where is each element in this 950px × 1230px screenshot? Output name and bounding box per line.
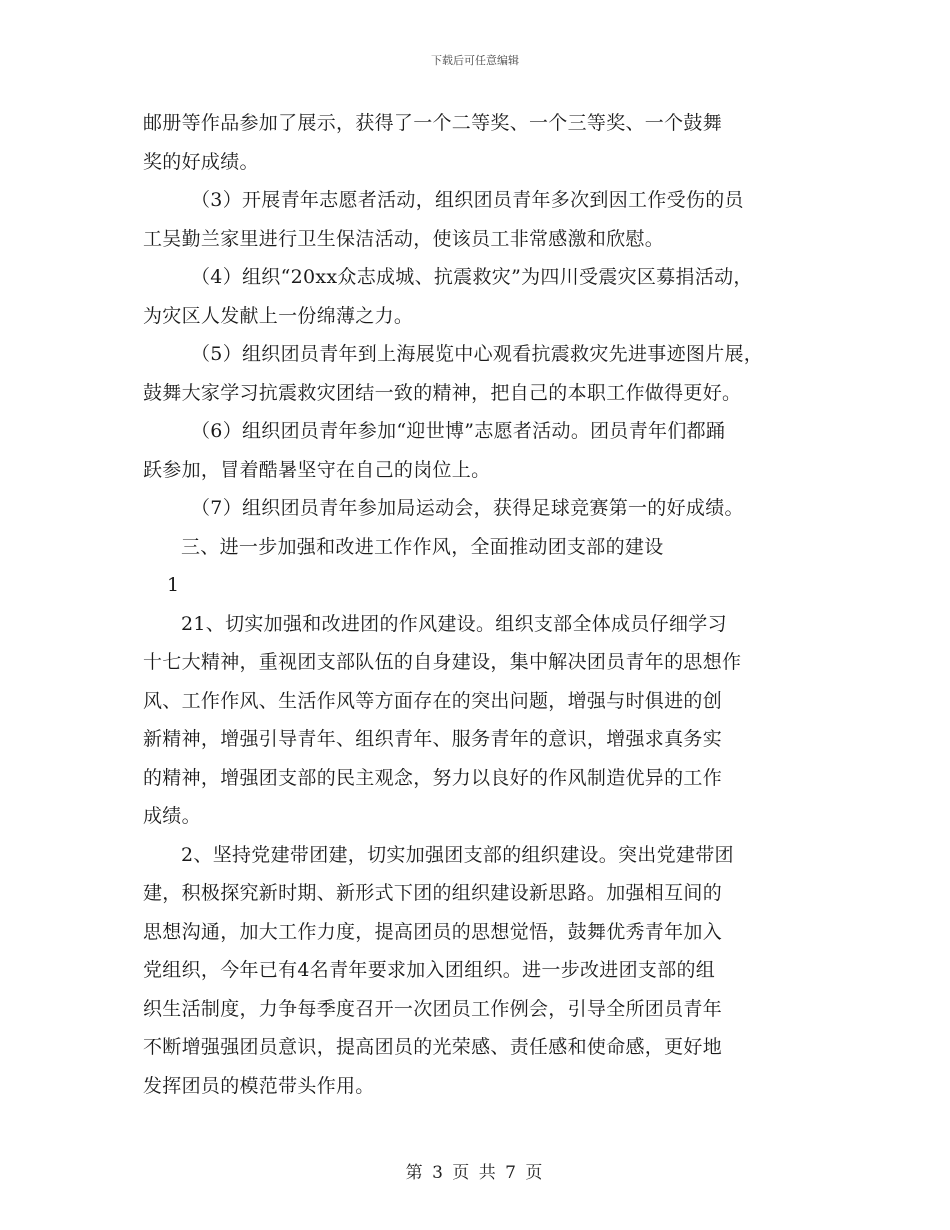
text-line: 建，积极探究新时期、新形式下团的组织建设新思路。加强相互间的 bbox=[143, 882, 723, 904]
text-line: 发挥团员的模范带头作用。 bbox=[143, 1074, 375, 1097]
text-line: 跃参加，冒着酷暑坚守在自己的岗位上。 bbox=[143, 458, 491, 481]
text-line: 工吴勤兰家里进行卫生保洁活动，使该员工非常感激和欣慰。 bbox=[143, 227, 665, 250]
text-line: 奖的好成绩。 bbox=[143, 150, 259, 173]
section-heading: 三、进一步加强和改进工作作风，全面推动团支部的建设 bbox=[181, 535, 664, 558]
text-line: （5）组织团员青年到上海展览中心观看抗震救灾先进事迹图片展， bbox=[191, 343, 764, 365]
text-line: 不断增强强团员意识，提高团员的光荣感、责任感和使命感，更好地 bbox=[143, 1036, 723, 1058]
text-line: 邮册等作品参加了展示，获得了一个二等奖、一个三等奖、一个鼓舞 bbox=[143, 112, 723, 134]
document-body bbox=[143, 104, 833, 1105]
text-line: 21、切实加强和改进团的作风建设。组织支部全体成员仔细学习 bbox=[181, 612, 727, 635]
text-line: 成绩。 bbox=[143, 805, 201, 827]
text-line: 2、坚持党建带团建，切实加强团支部的组织建设。突出党建带团 bbox=[181, 843, 734, 866]
text-line: 1 bbox=[167, 574, 180, 596]
text-line: 党组织，今年已有4名青年要求加入团组织。进一步改进团支部的组 bbox=[143, 959, 716, 981]
text-line: 十七大精神，重视团支部队伍的自身建设，集中解决团员青年的思想作 bbox=[143, 651, 742, 673]
text-line: （7）组织团员青年参加局运动会，获得足球竞赛第一的好成绩。 bbox=[191, 497, 744, 519]
text-line: 织生活制度，力争每季度召开一次团员工作例会，引导全所团员青年 bbox=[143, 997, 723, 1020]
text-line: （4）组织“20xx众志成城、抗震救灾”为四川受震灾区募捐活动， bbox=[191, 266, 753, 288]
text-line: 的精神，增强团支部的民主观念，努力以良好的作风制造优异的工作 bbox=[143, 766, 723, 789]
text-line: （3）开展青年志愿者活动，组织团员青年多次到因工作受伤的员 bbox=[191, 189, 744, 211]
text-line: 鼓舞大家学习抗震救灾团结一致的精神，把自己的本职工作做得更好。 bbox=[143, 381, 742, 404]
text-line: 风、工作作风、生活作风等方面存在的突出问题，增强与时俱进的创 bbox=[143, 689, 723, 712]
text-line: （6）组织团员青年参加“迎世博”志愿者活动。团员青年们都踊 bbox=[191, 420, 726, 442]
page-number: 第 3 页 共 7 页 bbox=[405, 1163, 545, 1183]
page-header: 下载后可任意编辑 bbox=[431, 54, 519, 67]
text-line: 思想沟通，加大工作力度，提高团员的思想觉悟，鼓舞优秀青年加入 bbox=[143, 920, 723, 943]
text-line: 为灾区人发献上一份绵薄之力。 bbox=[143, 304, 414, 327]
text-line: 新精神，增强引导青年、组织青年、服务青年的意识，增强求真务实 bbox=[143, 728, 723, 750]
